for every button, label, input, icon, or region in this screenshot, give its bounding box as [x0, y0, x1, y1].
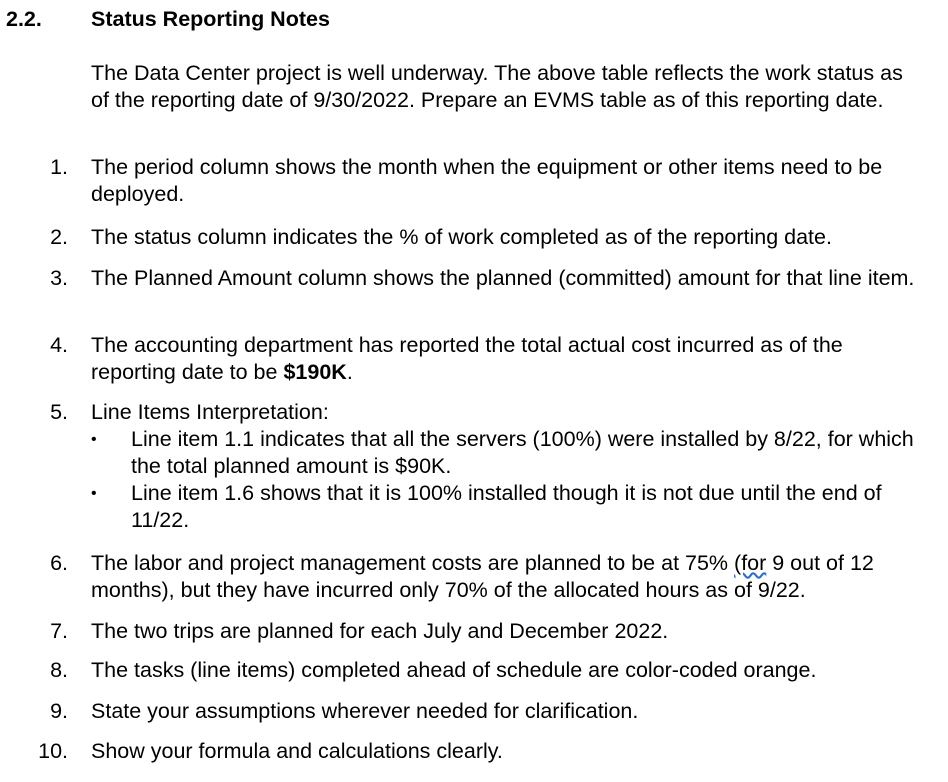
list-item-number: 10. — [38, 739, 68, 763]
spellcheck-underlined-word: (for — [734, 551, 767, 575]
list-item-number: 8. — [50, 658, 68, 682]
list-item-number: 3. — [50, 266, 68, 290]
list-item-text — [91, 550, 929, 604]
bullet-text: Line item 1.6 shows that it is 100% installed though it is not due until the end of 11/22. — [131, 481, 882, 532]
bullet-icon: • — [91, 485, 97, 502]
list-item-text: The two trips are planned for each July and December 2022. — [91, 619, 669, 643]
list-item-text: The Planned Amount column shows the planned (committed) amount for that line item. — [91, 266, 915, 290]
list-item-text: State your assumptions wherever needed for clarification. — [91, 699, 639, 723]
bullet-icon: • — [91, 431, 97, 448]
section-title: Status Reporting Notes — [91, 7, 330, 31]
section-number: 2.2. — [6, 7, 42, 31]
list-item-text: The status column indicates the % of work completed as of the reporting date. — [91, 225, 832, 249]
list-item-text: The tasks (line items) completed ahead of schedule are color-coded orange. — [91, 658, 817, 682]
bullet-item — [91, 426, 931, 480]
list-item-text-part: 9 out of 12 months), but they have incurred only 70% of the allocated hours as of 9/22. — [91, 551, 874, 602]
list-item-text-part: The labor and project management costs are planned to be at 75% — [91, 551, 735, 575]
list-item-number: 4. — [50, 333, 68, 357]
bullet-list — [91, 426, 929, 534]
actual-cost-amount: $190K — [283, 360, 347, 384]
list-item-text-part: . — [346, 360, 353, 384]
list-item-body — [91, 399, 929, 534]
list-item-number: 1. — [50, 155, 68, 179]
list-item-text — [91, 332, 929, 386]
list-item-number: 7. — [50, 619, 68, 643]
list-item-number: 6. — [50, 551, 68, 575]
bullet-item — [91, 480, 931, 534]
list-item-number: 9. — [50, 699, 68, 723]
list-item-text: Show your formula and calculations clearly. — [91, 739, 503, 763]
list-item-text: Line Items Interpretation: — [91, 400, 329, 424]
section-heading — [6, 6, 938, 34]
list-item-text-part: The accounting department has reported the total actual cost incurred as of the reporting date to be — [91, 333, 843, 384]
list-item-text: The period column shows the month when the equipment or other items need to be deployed. — [91, 155, 883, 206]
list-item-number: 5. — [50, 400, 68, 424]
intro-paragraph: The Data Center project is well underway. The above table reflects the work status as of the reporting date of 9/30/2022. Prepare an EVMS table as of this reporting date. — [91, 61, 903, 112]
bullet-text: Line item 1.1 indicates that all the servers (100%) were installed by 8/22, for which the total planned amount is $90K. — [131, 427, 914, 478]
list-item-number: 2. — [50, 225, 68, 249]
